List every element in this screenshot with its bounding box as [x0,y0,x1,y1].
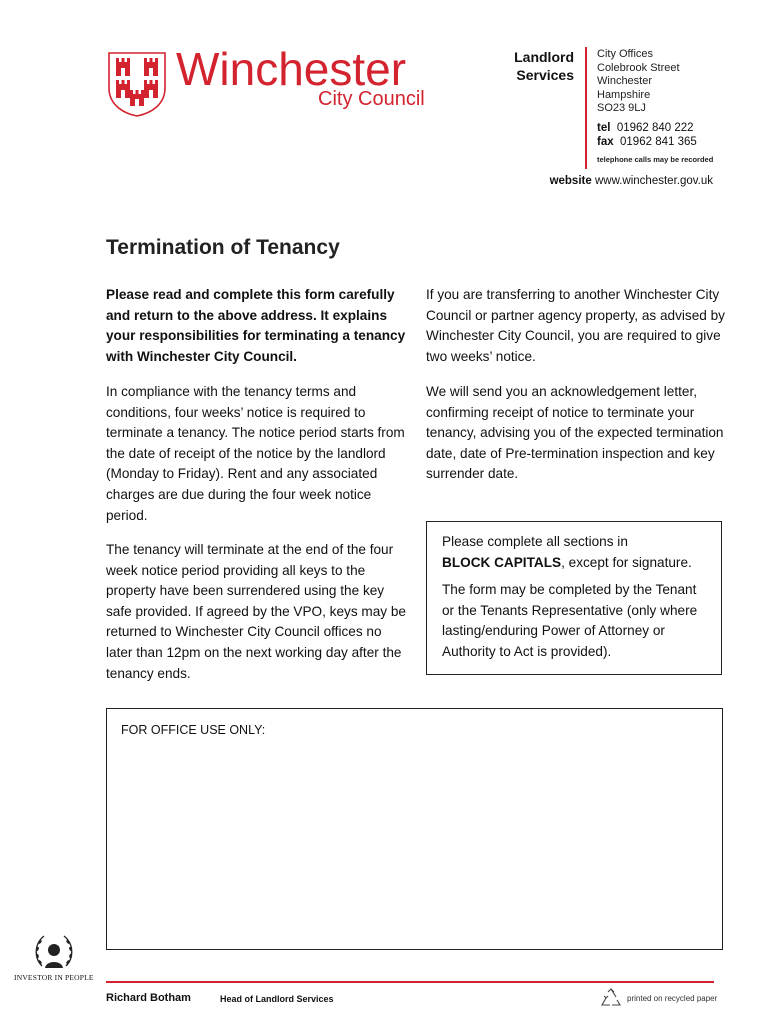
investors-in-people-icon [32,930,76,972]
winchester-crest-logo [106,50,168,118]
office-use-box [106,708,723,950]
address-line: Winchester [597,75,653,87]
address-line: City Offices [597,48,654,60]
instruction-suffix: , except for signature. [561,554,692,570]
department-line-1: Landlord [514,49,574,65]
fax-number: 01962 841 365 [620,136,697,148]
tel-number: 01962 840 222 [616,122,694,134]
phone-block [597,121,697,149]
transfer-paragraph: If you are transferring to another Winchester City Council or partner agency property, as advised by Winchester City Council, you are required to give two weeks’ notice. [426,287,725,364]
instruction-prefix: Please complete all sections in [442,534,628,549]
acknowledgement-paragraph: We will send you an acknowledgement letter, confirming receipt of notice to terminate your tenancy, advising you of the expected termination date, date of Pre-termination inspection and key surrender date. [426,384,724,482]
website-link[interactable]: www.winchester.gov.uk [594,175,713,187]
block-capitals-text: BLOCK CAPITALS [442,554,562,570]
compliance-paragraph: In compliance with the tenancy terms and conditions, four weeks’ notice is required to terminate a tenancy. The notice period starts from the date of receipt of the notice by the landlord (Monday to Friday). Rent and any associated charges are due during the four week notice period. [106,384,405,523]
header-divider [585,47,587,169]
termination-paragraph: The tenancy will terminate at the end of the four week notice period providing all keys to the property have been surrendered using the key safe provided. If agreed by the VPO, keys may be returned to Winchester City Council offices no later than 12pm on the next working day after the tenancy ends. [106,542,406,681]
website-line [500,175,713,187]
fax-label: fax [597,136,614,148]
recycled-paper-note: printed on recycled paper [627,994,718,1003]
address-line: Hampshire [597,88,651,101]
calls-recorded-note: telephone calls may be recorded [597,155,714,164]
representative-instruction: The form may be completed by the Tenant or the Tenants Representative (only where lasting/enduring Power of Attorney or Authority to Act is provided). [442,582,698,659]
telephone [597,121,697,135]
postal-address [597,48,680,116]
department-line-2: Services [516,67,574,83]
fax [597,135,697,149]
tel-label: tel [597,122,611,134]
intro-paragraph: Please read and complete this form carefully and return to the above address. It explains your responsibilities for terminating a tenancy with Winchester City Council. [106,287,406,364]
block-capitals-instruction [442,532,712,573]
instructions-box [426,521,722,675]
recycle-icon [600,988,622,1008]
brand-name: Winchester [176,43,407,95]
signatory-name: Richard Botham [106,992,191,1004]
footer-divider [106,981,714,983]
address-line: Colebrook Street [597,61,680,74]
signatory-title: Head of Landlord Services [220,994,334,1004]
office-use-label: FOR OFFICE USE ONLY: [121,723,266,737]
brand-subtitle: City Council [318,88,425,110]
website-label: website [549,175,592,187]
investors-in-people-text: INVESTOR IN PEOPLE [14,973,94,982]
department-name [500,48,574,84]
page-title: Termination of Tenancy [106,236,340,259]
address-line: SO23 9LJ [597,102,646,114]
